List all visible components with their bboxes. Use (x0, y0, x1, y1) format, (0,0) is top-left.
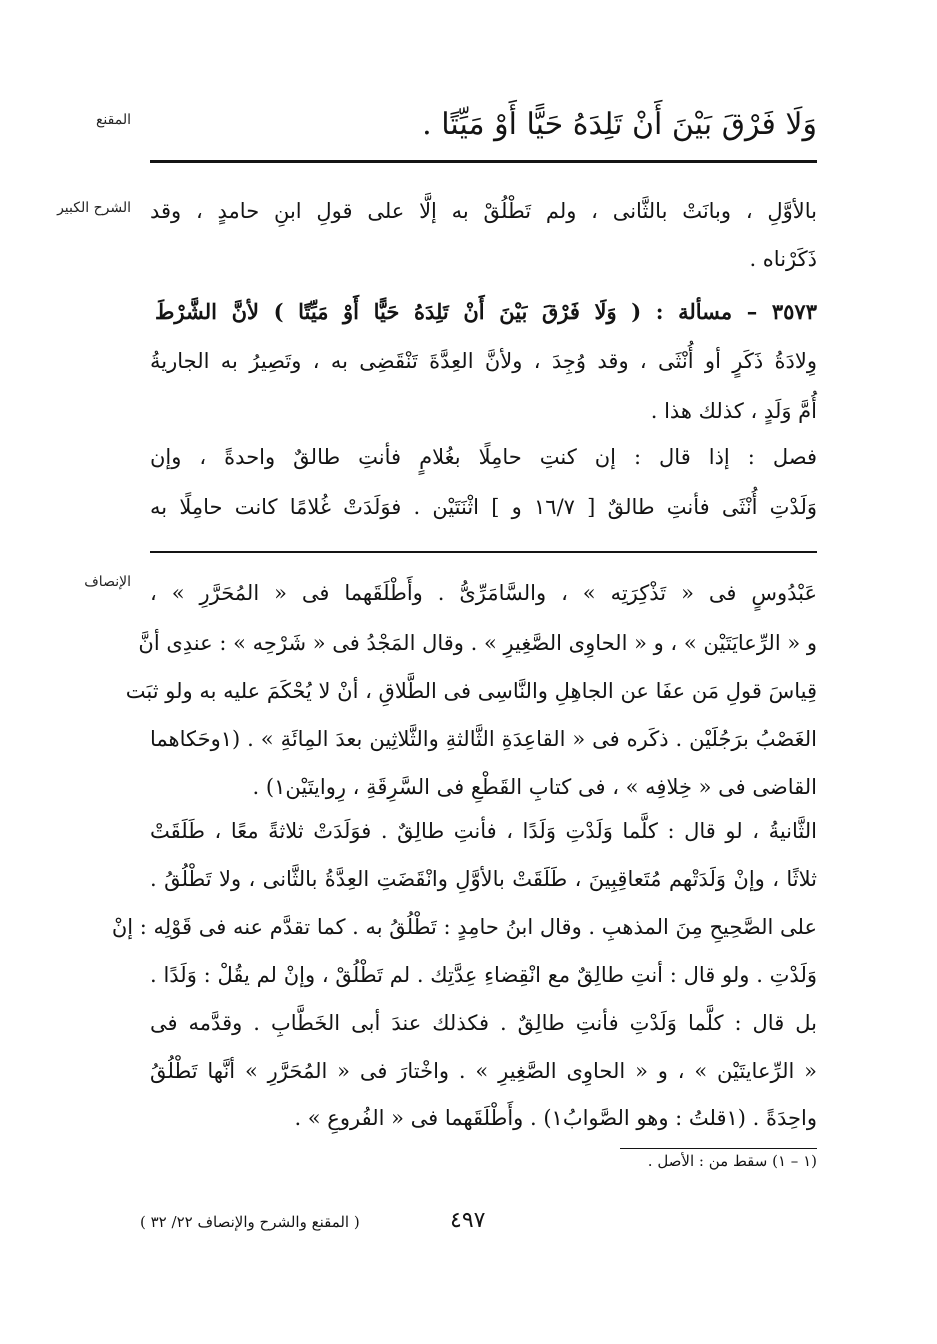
sharh-line: وِلادَةُ ذَكَرٍ أو أُنْثَى ، وقد وُجِدَ ، ولأنَّ العِدَّةَ تَنْقَضِى به ، وتَصِيرُ به الجاريةُ (150, 349, 817, 373)
footnote: (١ – ١) سقط من : الأصل . (647, 1152, 817, 1170)
insaf-line: و « الرِّعايَتَيْن » ، و « الحاوِى الصَّغِيرِ » . وقال المَجْدُ فى « شَرْحِه » : عندِى أنَّ (138, 631, 817, 655)
insaf-line: ثلاثًا ، وإنْ وَلَدَتْهم مُتَعاقِبِينَ ، طَلَقَتْ بالأوَّلِ وانْقَضَتِ العِدَّةُ بالثَّانى ، ولا تَطْلُقُ . (150, 867, 817, 891)
insaf-line: على الصَّحِيحِ مِنَ المذهبِ . وقال ابنُ حامِدٍ : تَطْلُقُ به . كما تقدَّم عنه فى قَوْلِه : إنْ (111, 915, 817, 939)
insaf-line: الثَّانيةُ ، لو قال : كلَّما وَلَدْتِ وَلَدًا ، فأنتِ طالِقٌ . فوَلَدَتْ ثلاثةً معًا ، طَلَقَتْ (150, 819, 817, 843)
sharh-line: فصل : إذا قال : إن كنتِ حامِلًا بغُلامٍ فأنتِ طالقٌ واحدةً ، وإن (150, 445, 817, 469)
insaf-line: وَلَدْتِ . ولو قال : أنتِ طالِقٌ مع انْقِضاءِ عِدَّتِك . لم تَطْلُقْ ، وإنْ لم يقُلْ : وَلَدًا . (150, 963, 817, 987)
insaf-line: بل قال : كلَّما وَلَدْتِ فأنتِ طالِقٌ . فكذلك عندَ أبى الخَطَّابِ . وقدَّمه فى (150, 1011, 817, 1035)
sharh-label: الشرح الكبير (57, 200, 131, 216)
muqni-divider (150, 160, 817, 163)
sharh-line: بالأوَّلِ ، وبانَتْ بالثَّانى ، ولم تَطْلُقْ به إلَّا على قولِ ابنِ حامدٍ ، وقد (150, 199, 817, 223)
sharh-line: أُمَّ وَلَدٍ ، كذلك هذا . (650, 399, 817, 423)
insaf-line: الغَصْبُ برَجُلَيْن . ذكَره فى « القاعِدَةِ الثَّالثةِ والثَّلاثِين بعدَ المِائَةِ » . (١وحَكاهما (150, 727, 817, 751)
muqni-text: وَلَا فَرْقَ بَيْنَ أَنْ تَلِدَهُ حَيًّا أَوْ مَيِّتًا . (422, 107, 817, 142)
muqni-label: المقنع (95, 112, 131, 128)
insaf-line: واحِدَةً . (١قلتُ : وهو الصَّوابُ١) . وأَطْلَقَهما فى « الفُروعِ » . (294, 1106, 817, 1130)
sharh-line: وَلَدْتِ أُنْثَى فأنتِ طالقٌ [ ١٦/٧ و ] اثْنَتَيْن . فوَلَدَتْ غُلامًا كانت حامِلًا به (150, 495, 817, 519)
footnote-divider (620, 1148, 817, 1149)
insaf-line: قِياسَ قولِ مَن عفَا عن الجاهِلِ والنَّاسِى فى الطَّلاقِ ، أنْ لا يُحْكَمَ عليه به ولو ثبَت (125, 679, 817, 703)
page-number: ٤٩٧ (450, 1208, 486, 1233)
sharh-line: ٣٥٧٣ – مسألة : ( وَلَا فَرْقَ بَيْنَ أَنْ تَلِدَهُ حَيًّا أَوْ مَيِّتًا ) لأنَّ الشَّرْطَ (155, 299, 817, 324)
insaf-line: عَبْدُوسٍ فى « تَذْكِرَتِه » ، والسَّامَرِّىُّ . وأَطْلَقَهما فى « المُحَرَّرِ » ، (150, 581, 817, 605)
sharh-line: ذَكَرْناه . (749, 247, 817, 271)
insaf-label: الإنصاف (84, 574, 131, 590)
sharh-divider (150, 551, 817, 553)
insaf-line: « الرِّعايتَيْن » ، و « الحاوِى الصَّغِيرِ » . واخْتارَ فى « المُحَرَّرِ » أنَّها تَطْلُقُ (150, 1059, 817, 1083)
insaf-line: القاضى فى « خِلافِه » ، فى كتابِ القَطْعِ فى السَّرِقَةِ ، رِوايتَيْن١) . (252, 775, 817, 799)
running-footer: ( المقنع والشرح والإنصاف ٢٢/ ٣٢ ) (140, 1213, 360, 1231)
